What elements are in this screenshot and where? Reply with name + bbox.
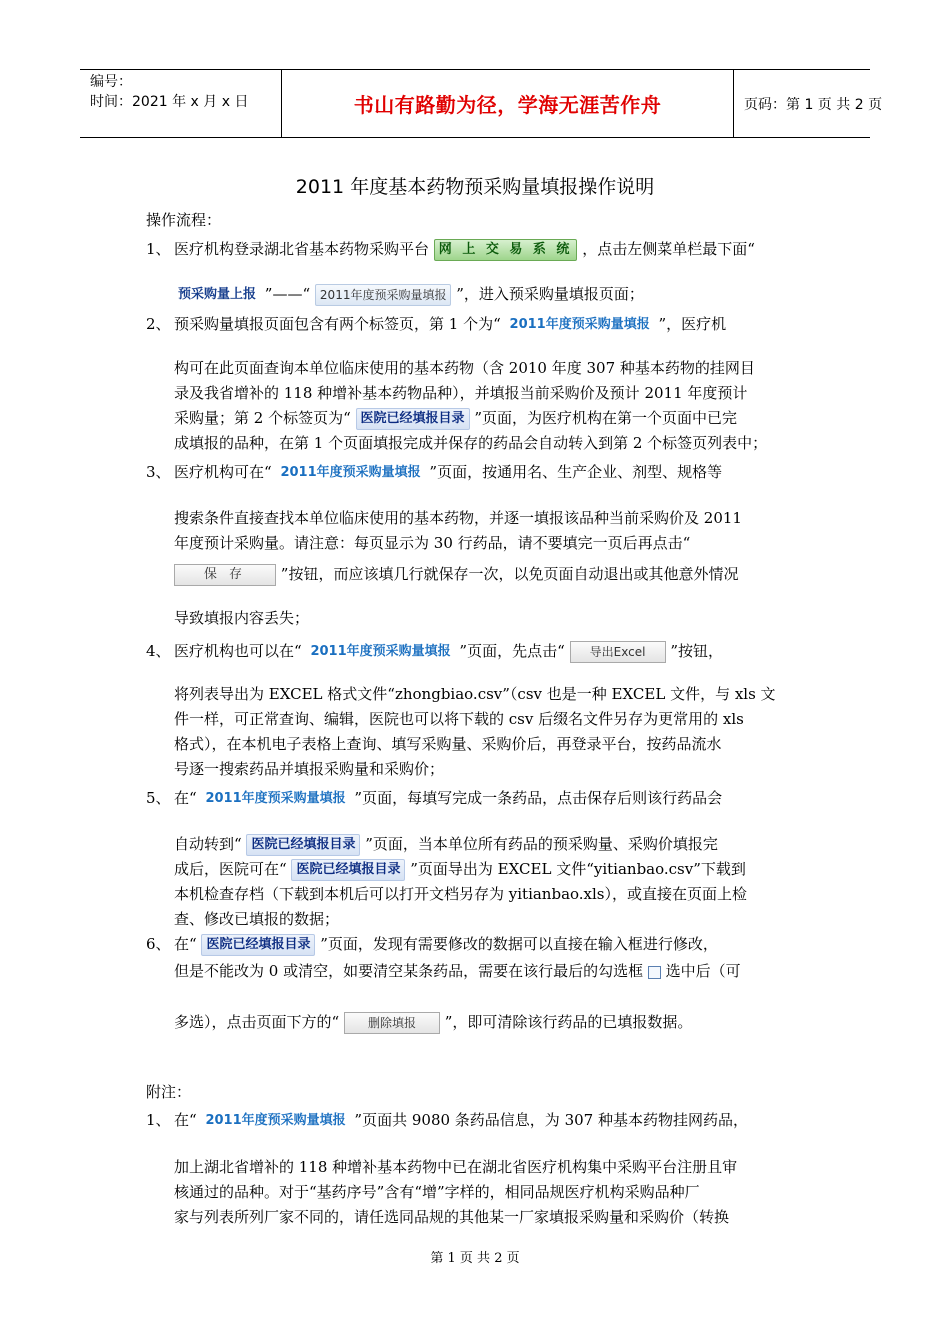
step-line bbox=[174, 407, 737, 430]
header-meta bbox=[80, 70, 281, 137]
step-line bbox=[174, 833, 718, 856]
step-number: 5、 bbox=[146, 789, 171, 807]
text: ”，医疗机 bbox=[658, 315, 727, 333]
text: 成后，医院可在“ bbox=[174, 860, 287, 878]
fill-2011-tab-label: 2011年度预采购量填报 bbox=[509, 317, 650, 332]
step-number: 6、 bbox=[146, 935, 171, 953]
step-line: 将列表导出为 EXCEL 格式文件“zhongbiao.csv”（csv 也是一种 EXCEL 文件，与 xls 文 bbox=[174, 685, 776, 703]
note-line bbox=[174, 1109, 748, 1131]
text: 但是不能改为 0 或清空，如要清空某条药品，需要在该行最后的勾选框 bbox=[174, 962, 644, 980]
step-line: 号逐一搜索药品并填报采购量和采购价； bbox=[174, 760, 445, 778]
time-label: 时间：2021 年 x 月 x 日 bbox=[90, 94, 249, 110]
number-label: 编号： bbox=[90, 74, 132, 90]
step-line bbox=[174, 933, 718, 956]
step-line: 成填报的品种，在第 1 个页面填报完成并保存的药品会自动转入到第 2 个标签页列表中； bbox=[174, 434, 768, 452]
note-line: 核通过的品种。对于“基药序号”含有“增”字样的，相同品规医疗机构采购品种厂 bbox=[174, 1183, 700, 1201]
step-line bbox=[174, 960, 741, 982]
step-line: 本机检查存档（下载到本机后可以打开文档另存为 yitianbao.xls），或直接在页面上检 bbox=[174, 885, 748, 903]
text: ”页面，为医疗机构在第一个页面中已完 bbox=[474, 409, 737, 427]
fill-2011-tab-label: 2011年度预采购量填报 bbox=[205, 1113, 346, 1128]
text: ”——“ bbox=[264, 285, 311, 303]
page-info: 页码：第 1 页 共 2 页 bbox=[744, 96, 883, 113]
text: 医疗机构可在“ bbox=[174, 463, 272, 481]
note-number: 1、 bbox=[146, 1111, 171, 1129]
step-line bbox=[174, 313, 726, 335]
text: 预采购量填报页面包含有两个标签页，第 1 个为“ bbox=[174, 315, 501, 333]
page-footer: 第 1 页 共 2 页 bbox=[430, 1251, 520, 1266]
step-number: 1、 bbox=[146, 240, 171, 258]
hospital-list-tab: 医院已经填报目录 bbox=[246, 834, 360, 856]
text: ”页面，先点击“ bbox=[459, 642, 565, 660]
step-line bbox=[174, 858, 746, 881]
text: ”页面共 9080 条药品信息，为 307 种基本药物挂网药品， bbox=[354, 1111, 748, 1129]
text: 自动转到“ bbox=[174, 835, 242, 853]
note-line: 家与列表所列厂家不同的，请任选同品规的其他某一厂家填报采购量和采购价（转换 bbox=[174, 1208, 730, 1226]
step-number: 2、 bbox=[146, 315, 171, 333]
note-heading: 附注： bbox=[146, 1083, 192, 1101]
trade-system-badge: 网 上 交 易 系 统 bbox=[434, 239, 578, 261]
hospital-list-tab: 医院已经填报目录 bbox=[356, 408, 470, 430]
text: 选中后（可 bbox=[665, 962, 741, 980]
step-number: 4、 bbox=[146, 642, 171, 660]
document-title: 2011 年度基本药物预采购量填报操作说明 bbox=[295, 176, 655, 198]
step-line bbox=[174, 787, 722, 809]
text: ”，进入预采购量填报页面； bbox=[456, 285, 644, 303]
section-heading: 操作流程： bbox=[146, 211, 222, 229]
step-line bbox=[174, 238, 755, 261]
text: ”按钮，而应该填几行就保存一次，以免页面自动退出或其他意外情况 bbox=[280, 565, 739, 583]
step-line bbox=[174, 563, 738, 586]
step-line bbox=[174, 1011, 692, 1034]
step-line: 构可在此页面查询本单位临床使用的基本药物（含 2010 年度 307 种基本药物的挂网目 bbox=[174, 359, 755, 377]
fill-2011-tab-label: 2011年度预采购量填报 bbox=[310, 644, 451, 659]
step-line bbox=[174, 283, 644, 306]
step-line: 格式），在本机电子表格上查询、填写采购量、采购价后，再登录平台，按药品流水 bbox=[174, 735, 722, 753]
step-line: 搜索条件直接查找本单位临床使用的基本药物，并逐一填报该品种当前采购价及 2011 bbox=[174, 509, 742, 527]
save-button: 保 存 bbox=[174, 564, 276, 586]
fill-2011-tab: 2011年度预采购量填报 bbox=[315, 284, 452, 306]
text: ，点击左侧菜单栏最下面“ bbox=[582, 240, 755, 258]
text: ”页面，每填写完成一条药品，点击保存后则该行药品会 bbox=[354, 789, 723, 807]
step-line: 录及我省增补的 118 种增补基本药物品种），并填报当前采购价及预计 2011 年度预计 bbox=[174, 384, 748, 402]
step-line: 件一样，可正常查询、编辑，医院也可以将下载的 csv 后缀名文件另存为更常用的 xls bbox=[174, 710, 744, 728]
step-line: 查、修改已填报的数据； bbox=[174, 910, 340, 928]
fill-2011-tab-label: 2011年度预采购量填报 bbox=[205, 791, 346, 806]
export-excel-button: 导出Excel bbox=[570, 641, 666, 663]
hospital-list-tab: 医院已经填报目录 bbox=[291, 859, 405, 881]
text: 采购量；第 2 个标签页为“ bbox=[174, 409, 351, 427]
step-line: 年度预计采购量。请注意：每页显示为 30 行药品，请不要填完一页后再点击“ bbox=[174, 534, 691, 552]
checkbox-icon bbox=[648, 966, 661, 979]
step-line bbox=[174, 640, 723, 663]
text: 多选），点击页面下方的“ bbox=[174, 1013, 340, 1031]
text: ”页面，发现有需要修改的数据可以直接在输入框进行修改， bbox=[320, 935, 718, 953]
fill-2011-tab-label: 2011年度预采购量填报 bbox=[280, 465, 421, 480]
text: ”页面，当本单位所有药品的预采购量、采购价填报完 bbox=[365, 835, 718, 853]
motto: 书山有路勤为径，学海无涯苦作舟 bbox=[281, 70, 734, 137]
header-table bbox=[80, 69, 883, 138]
text: ”按钮， bbox=[670, 642, 723, 660]
text: ”页面导出为 EXCEL 文件“yitianbao.csv”下载到 bbox=[410, 860, 746, 878]
text: 医疗机构也可以在“ bbox=[174, 642, 302, 660]
text: ”，即可清除该行药品的已填报数据。 bbox=[444, 1013, 693, 1031]
text: ”页面，按通用名、生产企业、剂型、规格等 bbox=[429, 463, 723, 481]
text: 在“ bbox=[174, 1111, 197, 1129]
step-line bbox=[174, 461, 722, 483]
step-number: 3、 bbox=[146, 463, 171, 481]
text: 医疗机构登录湖北省基本药物采购平台 bbox=[174, 240, 430, 258]
note-line: 加上湖北省增补的 118 种增补基本药物中已在湖北省医疗机构集中采购平台注册且审 bbox=[174, 1158, 738, 1176]
text: 在“ bbox=[174, 935, 197, 953]
delete-report-button: 删除填报 bbox=[344, 1012, 440, 1034]
pre-report-menu-item: 预采购量上报 bbox=[178, 287, 257, 302]
step-line: 导致填报内容丢失； bbox=[174, 609, 310, 627]
text: 在“ bbox=[174, 789, 197, 807]
hospital-list-tab: 医院已经填报目录 bbox=[201, 934, 315, 956]
